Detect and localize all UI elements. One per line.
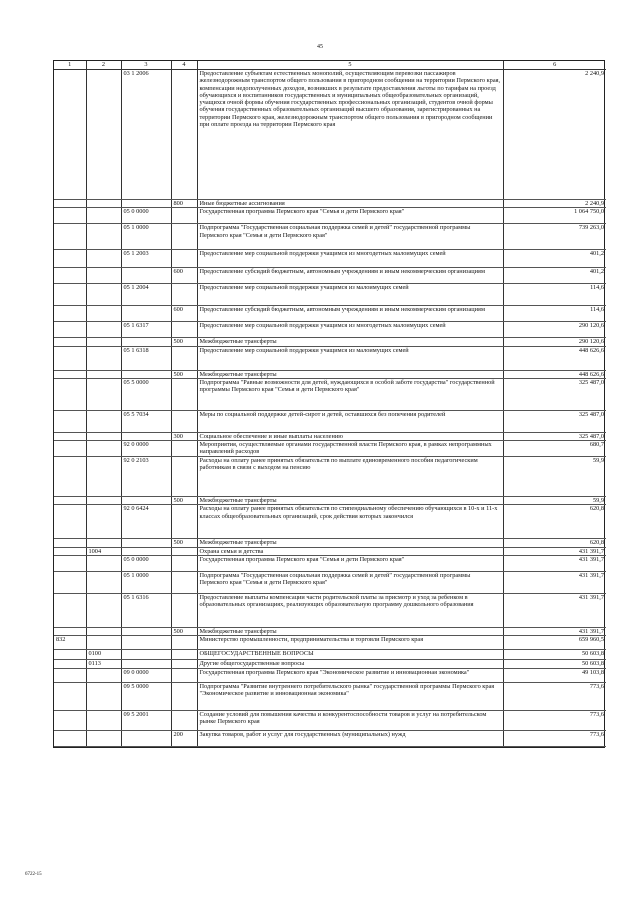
description-cell: ОБЩЕГОСУДАРСТВЕННЫЕ ВОПРОСЫ — [197, 650, 503, 660]
description-cell: Предоставление мер социальной поддержки учащимся из малоимущих семей — [197, 346, 503, 370]
target-article-cell — [121, 306, 171, 322]
table-row — [54, 441, 606, 457]
target-article-cell — [121, 370, 171, 378]
target-article-cell: 05 1 2003 — [121, 250, 171, 268]
section-code-cell — [86, 378, 121, 410]
target-article-cell: 05 1 6316 — [121, 594, 171, 628]
amount-cell: 1 064 750,0 — [503, 208, 606, 224]
admin-code-cell — [54, 441, 86, 457]
amount-cell: 114,6 — [503, 306, 606, 322]
admin-code-cell — [54, 497, 86, 505]
description-cell: Социальное обеспечение и иные выплаты населению — [197, 432, 503, 440]
amount-cell: 659 960,5 — [503, 636, 606, 650]
amount-cell: 59,9 — [503, 457, 606, 497]
description-cell: Министерство промышленности, предпринимательства и торговли Пермского края — [197, 636, 503, 650]
table-row — [54, 505, 606, 539]
admin-code-cell — [54, 505, 86, 539]
table-row — [54, 208, 606, 224]
header-cell: 5 — [197, 61, 503, 70]
description-cell: Предоставление мер социальной поддержки учащимся из многодетных малоимущих семей — [197, 322, 503, 338]
admin-code-cell — [54, 730, 86, 746]
section-code-cell — [86, 556, 121, 572]
admin-code-cell — [54, 370, 86, 378]
amount-cell: 50 603,8 — [503, 650, 606, 660]
expense-type-cell — [171, 322, 197, 338]
section-code-cell — [86, 730, 121, 746]
header-cell: 2 — [86, 61, 121, 70]
target-article-cell: 92 0 6424 — [121, 505, 171, 539]
target-article-cell — [121, 497, 171, 505]
target-article-cell: 03 1 2006 — [121, 70, 171, 200]
section-code-cell — [86, 628, 121, 636]
amount-cell: 290 120,6 — [503, 322, 606, 338]
target-article-cell — [121, 338, 171, 346]
description-cell: Межбюджетные трансферты — [197, 370, 503, 378]
table-row — [54, 636, 606, 650]
admin-code-cell — [54, 338, 86, 346]
section-code-cell — [86, 682, 121, 710]
target-article-cell: 09 5 0000 — [121, 682, 171, 710]
section-code-cell — [86, 370, 121, 378]
table-row — [54, 556, 606, 572]
description-cell: Подпрограмма "Равные возможности для детей, нуждающихся в особой заботе государства" государственной программы Пермского края "Семья и дети Пермского края" — [197, 378, 503, 410]
expense-type-cell — [171, 457, 197, 497]
admin-code-cell — [54, 457, 86, 497]
amount-cell: 2 240,9 — [503, 70, 606, 200]
table-row — [54, 378, 606, 410]
expense-type-cell — [171, 378, 197, 410]
expense-type-cell — [171, 224, 197, 250]
amount-cell: 49 103,8 — [503, 668, 606, 682]
section-code-cell — [86, 250, 121, 268]
section-code-cell — [86, 636, 121, 650]
admin-code-cell — [54, 572, 86, 594]
table-row — [54, 497, 606, 505]
admin-code-cell — [54, 208, 86, 224]
description-cell: Предоставление субъектам естественных монополий, осуществляющим перевозки пассажиров железнодорожным транспортом общего пользования в пригородном сообщении на территории Пермского края, компенсации недополученных доходов, возникших в результате предоставления льготы по тарифам на проезд обучающихся и воспитанников государственных и муниципальных общеобразовательных организаций, учащихся очной формы обучения государственных профессиональных организаций, студентов очной формы обучения государственных образовательных организаций высшего образования, зарегистрированных на территории Пермского края, железнодорожным транспортом общего пользования в пригородном сообщении при оплате проезда на территории Пермского края — [197, 70, 503, 200]
amount-cell: 431 391,7 — [503, 556, 606, 572]
target-article-cell — [121, 200, 171, 208]
target-article-cell: 92 0 0000 — [121, 441, 171, 457]
description-cell: Государственная программа Пермского края "Семья и дети Пермского края" — [197, 208, 503, 224]
description-cell: Подпрограмма "Развитие внутреннего потребительского рынка" государственной программы Пермского края "Экономическое развитие и инновационная экономика" — [197, 682, 503, 710]
admin-code-cell — [54, 668, 86, 682]
expense-type-cell: 500 — [171, 497, 197, 505]
table-row — [54, 70, 606, 200]
admin-code-cell — [54, 628, 86, 636]
expense-type-cell — [171, 682, 197, 710]
section-code-cell — [86, 306, 121, 322]
admin-code-cell — [54, 710, 86, 730]
expense-type-cell — [171, 710, 197, 730]
target-article-cell: 05 1 6318 — [121, 346, 171, 370]
description-cell: Подпрограмма "Государственная социальная поддержка семей и детей" государственной программы Пермского края "Семья и дети Пермского края" — [197, 572, 503, 594]
target-article-cell — [121, 539, 171, 547]
admin-code-cell — [54, 268, 86, 284]
expense-type-cell: 500 — [171, 628, 197, 636]
expense-type-cell — [171, 284, 197, 306]
target-article-cell: 05 1 2004 — [121, 284, 171, 306]
expense-type-cell — [171, 650, 197, 660]
description-cell: Предоставление мер социальной поддержки учащимся из многодетных малоимущих семей — [197, 250, 503, 268]
table-row — [54, 200, 606, 208]
expense-type-cell — [171, 547, 197, 555]
target-article-cell — [121, 432, 171, 440]
description-cell: Межбюджетные трансферты — [197, 338, 503, 346]
amount-cell: 325 487,0 — [503, 410, 606, 432]
description-cell: Межбюджетные трансферты — [197, 497, 503, 505]
table-row — [54, 410, 606, 432]
description-cell: Расходы на оплату ранее принятых обязательств по выплате единовременного пособия педагогическим работникам в связи с выходом на пенсию — [197, 457, 503, 497]
admin-code-cell — [54, 539, 86, 547]
description-cell: Государственная программа Пермского края "Семья и дети Пермского края" — [197, 556, 503, 572]
expense-type-cell — [171, 410, 197, 432]
table-row — [54, 730, 606, 746]
description-cell: Закупка товаров, работ и услуг для государственных (муниципальных) нужд — [197, 730, 503, 746]
section-code-cell: 1004 — [86, 547, 121, 555]
amount-cell: 620,8 — [503, 539, 606, 547]
expense-type-cell — [171, 70, 197, 200]
admin-code-cell — [54, 432, 86, 440]
target-article-cell — [121, 660, 171, 668]
section-code-cell — [86, 70, 121, 200]
amount-cell: 401,2 — [503, 250, 606, 268]
target-article-cell: 05 1 0000 — [121, 224, 171, 250]
description-cell: Иные бюджетные ассигнования — [197, 200, 503, 208]
admin-code-cell — [54, 346, 86, 370]
table-row — [54, 370, 606, 378]
admin-code-cell — [54, 200, 86, 208]
amount-cell: 114,6 — [503, 284, 606, 306]
section-code-cell — [86, 497, 121, 505]
table-row — [54, 710, 606, 730]
target-article-cell — [121, 547, 171, 555]
table-header-row — [54, 61, 606, 70]
table-row — [54, 346, 606, 370]
table-row — [54, 668, 606, 682]
amount-cell: 2 240,9 — [503, 200, 606, 208]
target-article-cell: 09 0 0000 — [121, 668, 171, 682]
table-row — [54, 650, 606, 660]
amount-cell: 431 391,7 — [503, 594, 606, 628]
target-article-cell: 92 0 2103 — [121, 457, 171, 497]
amount-cell: 325 487,0 — [503, 378, 606, 410]
target-article-cell: 05 1 6317 — [121, 322, 171, 338]
expense-type-cell — [171, 441, 197, 457]
description-cell: Расходы на оплату ранее принятых обязательств по стипендиальному обеспечению обучающихся в 10-х и 11-х классах общеобразовательных организаций, срок действия которых закончился — [197, 505, 503, 539]
section-code-cell — [86, 505, 121, 539]
description-cell: Межбюджетные трансферты — [197, 539, 503, 547]
table-row — [54, 250, 606, 268]
amount-cell: 773,6 — [503, 682, 606, 710]
admin-code-cell — [54, 70, 86, 200]
section-code-cell — [86, 284, 121, 306]
expense-type-cell — [171, 594, 197, 628]
description-cell: Мероприятия, осуществляемые органами государственной власти Пермского края, в рамках непрограммных направлений расходов — [197, 441, 503, 457]
admin-code-cell — [54, 650, 86, 660]
amount-cell: 325 487,0 — [503, 432, 606, 440]
description-cell: Другие общегосударственные вопросы — [197, 660, 503, 668]
section-code-cell — [86, 224, 121, 250]
expense-type-cell: 200 — [171, 730, 197, 746]
admin-code-cell — [54, 660, 86, 668]
table-row — [54, 628, 606, 636]
target-article-cell — [121, 268, 171, 284]
footer-code: 6722-15 — [25, 872, 42, 877]
header-cell: 6 — [503, 61, 606, 70]
section-code-cell — [86, 710, 121, 730]
section-code-cell — [86, 441, 121, 457]
admin-code-cell — [54, 594, 86, 628]
table-row — [54, 432, 606, 440]
admin-code-cell — [54, 378, 86, 410]
table-row — [54, 660, 606, 668]
section-code-cell — [86, 208, 121, 224]
target-article-cell: 09 5 2001 — [121, 710, 171, 730]
description-cell: Предоставление мер социальной поддержки учащимся из малоимущих семей — [197, 284, 503, 306]
target-article-cell: 05 0 0000 — [121, 556, 171, 572]
section-code-cell: 0113 — [86, 660, 121, 668]
amount-cell: 773,6 — [503, 710, 606, 730]
table-row — [54, 572, 606, 594]
section-code-cell — [86, 338, 121, 346]
table-row — [54, 338, 606, 346]
table-row — [54, 322, 606, 338]
section-code-cell — [86, 346, 121, 370]
table-row — [54, 268, 606, 284]
amount-cell: 680,7 — [503, 441, 606, 457]
section-code-cell — [86, 668, 121, 682]
header-cell: 4 — [171, 61, 197, 70]
section-code-cell — [86, 432, 121, 440]
target-article-cell — [121, 636, 171, 650]
description-cell: Охрана семьи и детства — [197, 547, 503, 555]
expense-type-cell — [171, 572, 197, 594]
expense-type-cell — [171, 208, 197, 224]
section-code-cell — [86, 200, 121, 208]
description-cell: Государственная программа Пермского края "Экономическое развитие и инновационная экономика" — [197, 668, 503, 682]
expense-type-cell — [171, 250, 197, 268]
admin-code-cell — [54, 224, 86, 250]
amount-cell: 59,9 — [503, 497, 606, 505]
expense-type-cell: 800 — [171, 200, 197, 208]
target-article-cell — [121, 730, 171, 746]
target-article-cell: 05 5 7034 — [121, 410, 171, 432]
admin-code-cell: 832 — [54, 636, 86, 650]
section-code-cell — [86, 594, 121, 628]
table-row — [54, 284, 606, 306]
admin-code-cell — [54, 322, 86, 338]
table-row — [54, 547, 606, 555]
expense-type-cell: 500 — [171, 338, 197, 346]
description-cell: Подпрограмма "Государственная социальная поддержка семей и детей" государственной программы Пермского края "Семья и дети Пермского края" — [197, 224, 503, 250]
target-article-cell — [121, 628, 171, 636]
target-article-cell: 05 5 0000 — [121, 378, 171, 410]
section-code-cell — [86, 457, 121, 497]
header-cell: 3 — [121, 61, 171, 70]
description-cell: Предоставление субсидий бюджетным, автономным учреждениям и иным некоммерческим организациям — [197, 268, 503, 284]
header-cell: 1 — [54, 61, 86, 70]
amount-cell: 448 626,6 — [503, 370, 606, 378]
target-article-cell — [121, 650, 171, 660]
table-row — [54, 457, 606, 497]
amount-cell: 431 391,7 — [503, 547, 606, 555]
expense-type-cell — [171, 660, 197, 668]
description-cell: Предоставление выплаты компенсации части родительской платы за присмотр и уход за ребенком в образовательных организациях, реализующих образовательную программу дошкольного образования — [197, 594, 503, 628]
expense-type-cell — [171, 346, 197, 370]
section-code-cell — [86, 322, 121, 338]
description-cell: Создание условий для повышения качества и конкурентоспособности товаров и услуг на потребительском рынке Пермского края — [197, 710, 503, 730]
description-cell: Меры по социальной поддержке детей-сирот и детей, оставшихся без попечения родителей — [197, 410, 503, 432]
table-row — [54, 224, 606, 250]
section-code-cell — [86, 572, 121, 594]
amount-cell: 50 603,8 — [503, 660, 606, 668]
expense-type-cell — [171, 556, 197, 572]
budget-table — [53, 60, 605, 748]
amount-cell: 431 391,7 — [503, 572, 606, 594]
amount-cell: 739 263,0 — [503, 224, 606, 250]
amount-cell: 401,2 — [503, 268, 606, 284]
expense-type-cell: 600 — [171, 306, 197, 322]
table-row — [54, 682, 606, 710]
description-cell: Предоставление субсидий бюджетным, автономным учреждениям и иным некоммерческим организациям — [197, 306, 503, 322]
section-code-cell — [86, 539, 121, 547]
amount-cell: 290 120,6 — [503, 338, 606, 346]
admin-code-cell — [54, 284, 86, 306]
expense-type-cell: 500 — [171, 539, 197, 547]
amount-cell: 620,8 — [503, 505, 606, 539]
amount-cell: 448 626,6 — [503, 346, 606, 370]
expense-type-cell: 600 — [171, 268, 197, 284]
section-code-cell — [86, 268, 121, 284]
table-row — [54, 539, 606, 547]
expense-type-cell: 300 — [171, 432, 197, 440]
admin-code-cell — [54, 556, 86, 572]
table-row — [54, 594, 606, 628]
target-article-cell: 05 0 0000 — [121, 208, 171, 224]
amount-cell: 773,6 — [503, 730, 606, 746]
section-code-cell: 0100 — [86, 650, 121, 660]
admin-code-cell — [54, 547, 86, 555]
table-row — [54, 306, 606, 322]
expense-type-cell — [171, 505, 197, 539]
admin-code-cell — [54, 306, 86, 322]
expense-type-cell — [171, 636, 197, 650]
description-cell: Межбюджетные трансферты — [197, 628, 503, 636]
section-code-cell — [86, 410, 121, 432]
amount-cell: 431 391,7 — [503, 628, 606, 636]
page-number: 45 — [317, 44, 323, 50]
expense-type-cell — [171, 668, 197, 682]
admin-code-cell — [54, 682, 86, 710]
target-article-cell: 05 1 0000 — [121, 572, 171, 594]
admin-code-cell — [54, 410, 86, 432]
admin-code-cell — [54, 250, 86, 268]
expense-type-cell: 500 — [171, 370, 197, 378]
